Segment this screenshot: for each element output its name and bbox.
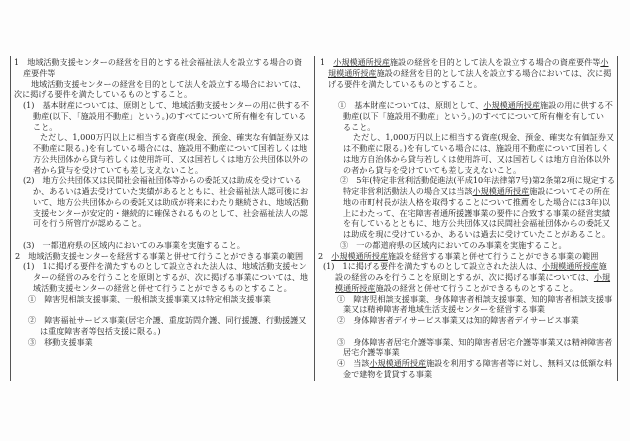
- text-line: [343, 186, 610, 196]
- text-segment: か、あるいは過去受けていた実績があるとともに、社会福祉法人認可後にお: [33, 186, 309, 196]
- text-line: [343, 197, 610, 207]
- text-line: [33, 283, 292, 293]
- text-line: [33, 111, 306, 121]
- text-segment: 施設の経営を目的として法人を設立する場合においては、次に掲: [376, 67, 612, 78]
- text-segment: (3) 一都道府県の区域内においてのみ事業を実施すること。: [23, 239, 245, 250]
- underlined-amendment-text: 規模通所授産: [328, 67, 377, 78]
- text-line: [323, 261, 607, 271]
- table-border-right: [617, 56, 618, 381]
- text-segment: 施: [598, 261, 607, 272]
- text-segment: 金で建物を賃貸する事業: [343, 368, 433, 379]
- text-segment: いて、地方公共団体からの委託又は助成が将来にわたり継続され、地域活動: [33, 196, 309, 207]
- text-line: [343, 165, 521, 175]
- underlined-amendment-text: 小規模通所授産: [369, 358, 427, 368]
- underlined-amendment-text: 小規模通所授産: [541, 261, 599, 272]
- text-segment: 域活動支援センターの経営と併せて行うことができるものとすること。: [33, 282, 292, 293]
- text-line: [23, 175, 302, 185]
- text-segment: ① 障害児相談支援事業、一般相談支援事業又は特定相談支援事業: [28, 293, 271, 304]
- text-line: [340, 175, 615, 185]
- text-line: [343, 154, 610, 164]
- text-line: [33, 272, 308, 282]
- text-line: [320, 57, 608, 67]
- text-segment: 不動産に限る。)を有している場合には、施設用不動産について国若しくは地: [33, 143, 308, 153]
- text-segment: ただし、1,000万円以上に相当する資産(現金、預金、確実な有価証券又: [353, 132, 615, 143]
- text-line: [33, 165, 203, 175]
- text-segment: 施設の経営を目的として法人を設立する場合の資産要件等: [389, 57, 601, 67]
- text-line: [340, 240, 567, 250]
- text-segment: 産要件等: [23, 67, 56, 78]
- text-segment: 2 地域活動支援センターを経営する事業と併せて行うことができる事業の範囲: [15, 250, 304, 261]
- text-segment: 可を行う所管庁が認めること。: [33, 218, 147, 229]
- text-segment: (1) 1に掲げる要件を満たすものとして設立された法人は、地域活動支援セン: [23, 261, 307, 272]
- text-line: [33, 197, 309, 207]
- text-segment: 地の市町村長が法人格を取得することについて推薦をした場合には3年)以: [343, 196, 611, 207]
- text-segment: (1) 1に掲げる要件を満たすものとして設立された法人は、: [323, 261, 542, 272]
- text-line: [28, 294, 271, 304]
- underlined-amendment-text: 小規模通所授産: [331, 250, 388, 261]
- underlined-amendment-text: 模通所授産: [335, 282, 376, 293]
- table-border-middle: [314, 56, 315, 381]
- text-segment: ターの経営のみを行うことを原則とするが、次に掲げる事業については、地: [33, 272, 309, 282]
- text-line: [23, 100, 309, 110]
- underlined-amendment-text: 小規模通所授産: [333, 57, 390, 67]
- text-line: [343, 143, 609, 153]
- text-line: [23, 68, 55, 78]
- text-segment: 2: [318, 250, 332, 261]
- text-line: [337, 294, 612, 304]
- text-line: [343, 369, 432, 379]
- text-line: [343, 347, 400, 357]
- text-line: [33, 122, 57, 132]
- text-segment: ② 5年(特定非営利活動促進法(平成10年法律第7号)第2条第2項に規定する: [340, 175, 616, 186]
- text-segment: 動産(以下、「施設用不動産」という。)のすべてについて所有権を有している: [33, 110, 307, 121]
- text-segment: ① 基本財産については、原則として、: [338, 100, 484, 110]
- text-line: [343, 304, 545, 314]
- text-line: [33, 143, 307, 153]
- text-segment: ③ 一の都道府県の区域内においてのみ事業を実施すること。: [340, 239, 567, 250]
- text-segment: 方公共団体から貸与若しくは使用許可、又は国若しくは地方公共団体以外の: [33, 153, 309, 164]
- underlined-amendment-text: 小規模通所授産: [472, 186, 530, 196]
- text-segment: 施設を経営する事業と併せて行うことができる事業の範囲: [387, 250, 599, 261]
- text-line: [23, 261, 307, 271]
- text-segment: は助成を現に受けているか、あるいは過去に受けていたことがあること。: [343, 229, 611, 239]
- text-line: [318, 251, 598, 261]
- text-segment: を有しているとともに、地方公共団体又は民間社会福祉団体からの委託又: [343, 218, 611, 229]
- text-segment: 居宅介護等事業: [343, 347, 400, 358]
- text-line: [40, 326, 161, 336]
- text-line: [328, 68, 611, 78]
- text-line: [33, 208, 308, 218]
- text-segment: ただし、1,000万円以上に相当する資産(現金、預金、確実な有価証券又は: [40, 132, 310, 143]
- text-segment: 設の経営のみを行うことを原則とするが、次に掲げる事業については、: [335, 272, 594, 282]
- text-segment: は重度障害者等包括支援に限る。): [40, 325, 161, 336]
- text-segment: 施設の用に供する不: [540, 100, 613, 110]
- text-segment: 地域活動支援センターの経営を目的として法人を設立する場合においては、: [31, 78, 306, 89]
- text-segment: 1 地域活動支援センターの経営を目的とする社会福祉法人を設立する場合の資: [14, 57, 303, 67]
- underlined-amendment-text: 小規模通所授産: [483, 100, 541, 110]
- text-line: [23, 240, 245, 250]
- text-line: [14, 89, 192, 99]
- text-segment: は不動産に限る。)を有している場合には、施設用不動産について国若しく: [343, 143, 610, 153]
- text-segment: 1: [320, 57, 334, 67]
- text-line: [33, 154, 308, 164]
- text-line: [343, 208, 610, 218]
- text-segment: 動産(以下「施設用不動産」という。)のすべてについて所有権を有してい: [343, 110, 604, 121]
- text-line: [40, 132, 309, 142]
- text-segment: げる要件を満たしているものとすること。: [328, 78, 482, 89]
- text-line: [328, 79, 482, 89]
- text-segment: ③ 身体障害者居宅介護等事業、知的障害者居宅介護等事業又は精神障害者: [337, 336, 613, 347]
- text-line: [33, 218, 146, 228]
- text-line: [14, 57, 302, 67]
- text-segment: ② 身体障害者デイサービス事業又は知的障害者デイサービス事業: [337, 315, 579, 325]
- text-line: [343, 122, 375, 132]
- text-segment: ① 障害児相談支援事業、身体障害者相談支援事業、知的障害者相談支援事: [337, 293, 613, 304]
- table-border-left: [10, 56, 11, 381]
- text-segment: ること。: [343, 121, 376, 132]
- text-segment: の者から貸与を受けていても差し支えないこと。: [343, 164, 522, 175]
- text-line: [15, 251, 303, 261]
- text-segment: 次に掲げる要件を満たしているものとすること。: [14, 89, 193, 100]
- text-line: [335, 272, 610, 282]
- text-segment: 者から貸与を受けていても差し支えないこと。: [33, 164, 203, 175]
- text-line: [343, 229, 610, 239]
- text-line: [343, 218, 610, 228]
- text-segment: ② 障害福祉サービス事業(居宅介護、重度訪問介護、同行援護、行動援護又: [28, 315, 307, 325]
- text-segment: 施設を利用する障害者等に対し、無料又は低額な料: [426, 358, 613, 368]
- text-line: [33, 186, 308, 196]
- text-line: [28, 315, 306, 325]
- text-segment: 施設の経営と併せて行うことができるものとすること。: [375, 282, 578, 293]
- text-line: [337, 337, 612, 347]
- text-segment: ③ 移動支援事業: [28, 336, 93, 347]
- text-segment: ④ 当該: [337, 358, 370, 368]
- text-line: [337, 315, 579, 325]
- text-line: [353, 132, 614, 142]
- text-segment: 支援センターが安定的・継続的に確保されるものとして、社会福祉法人の認: [33, 207, 308, 218]
- text-line: [28, 337, 93, 347]
- underlined-amendment-text: 小: [600, 57, 609, 67]
- text-segment: こと。: [33, 121, 58, 132]
- text-line: [337, 358, 612, 368]
- text-segment: 施設についてその所在: [529, 186, 610, 196]
- text-segment: (2) 地方公共団体又は民間社会福祉団体等からの委託又は助成を受けている: [23, 175, 302, 186]
- text-line: [338, 100, 613, 110]
- underlined-amendment-text: 小規: [593, 272, 611, 282]
- text-segment: 特定非営利活動法人の場合又は当該: [343, 186, 473, 196]
- text-segment: 上にわたって、在宅障害者通所援護事業の要件に合致する事業の経営実績: [343, 207, 610, 218]
- text-segment: 業又は精神障害者地域生活支援センターを経営する事業: [343, 304, 546, 315]
- text-line: [31, 79, 306, 89]
- text-segment: (1) 基本財産については、原則として、地域活動支援センターの用に供する不: [23, 100, 310, 110]
- text-line: [343, 111, 604, 121]
- text-line: [335, 283, 578, 293]
- text-segment: は地方自治体から貸与若しくは使用許可、又は国若しくは地方自治体以外: [343, 153, 611, 164]
